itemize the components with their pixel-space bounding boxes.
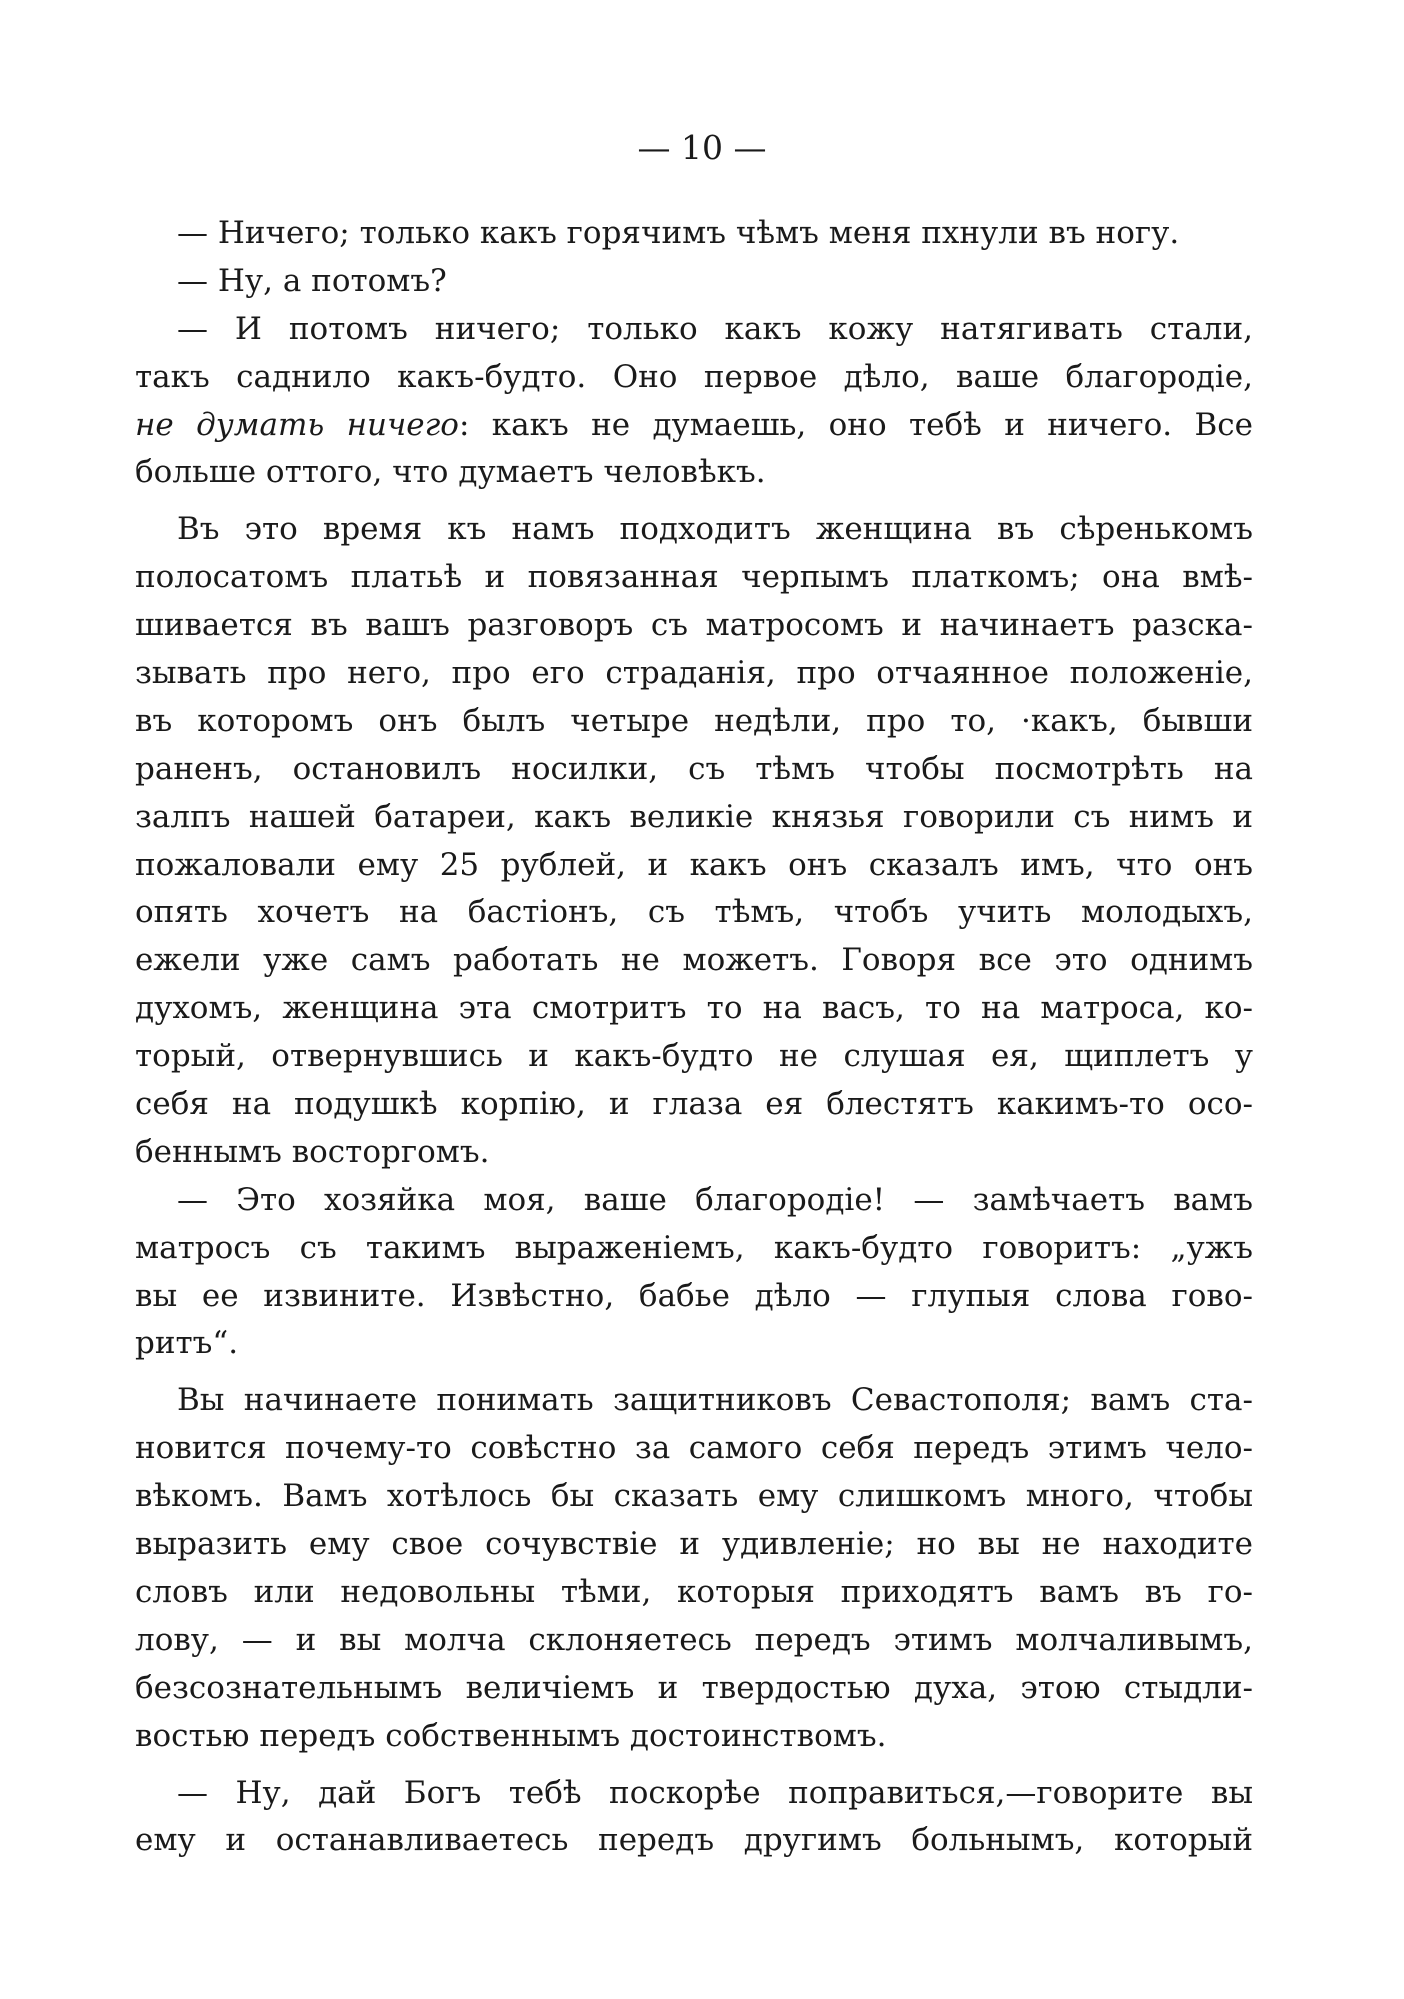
text-line: ежели уже самъ работать не можетъ. Говоря все это однимъ <box>135 942 1253 979</box>
text-line: духомъ, женщина эта смотритъ то на васъ, то на матроса, ко- <box>135 990 1253 1027</box>
italic-phrase: не думать ничего <box>135 406 459 443</box>
text-line: вы ее извините. Извѣстно, бабье дѣло — глупыя слова гово- <box>135 1277 1253 1314</box>
text-line: больше оттого, что думаетъ человѣкъ. <box>135 454 766 491</box>
text-line: новится почему-то совѣстно за самого себя передъ этимъ чело- <box>135 1430 1253 1467</box>
text-line: пожаловали ему 25 рублей, и какъ онъ сказалъ имъ, что онъ <box>135 846 1253 883</box>
text-line: — Это хозяйка моя, ваше благородіе! — замѣчаетъ вамъ <box>177 1181 1253 1218</box>
text-line: ему и останавливаетесь передъ другимъ больнымъ, который <box>135 1822 1253 1859</box>
text-line: зывать про него, про его страданія, про отчаянное положеніе, <box>135 655 1253 692</box>
text-line: — Ну, а потомъ? <box>177 262 447 299</box>
text-line: себя на подушкѣ корпію, и глаза ея блестятъ какимъ-то осо- <box>135 1086 1253 1123</box>
text-line: ритъ“. <box>135 1325 239 1362</box>
text-line: полосатомъ платьѣ и повязанная черпымъ платкомъ; она вмѣ- <box>135 559 1253 596</box>
text-line: — Ну, дай Богъ тебѣ поскорѣе поправиться,—говорите вы <box>177 1774 1253 1811</box>
text-line: матросъ съ такимъ выраженіемъ, какъ-будто говоритъ: „ужъ <box>135 1229 1253 1266</box>
text-line: безсознательнымъ величіемъ и твердостью духа, этою стыдли- <box>135 1669 1253 1706</box>
text-line: — И потомъ ничего; только какъ кожу натягивать стали, <box>177 310 1253 347</box>
text-line: залпъ нашей батареи, какъ великіе князья говорили съ нимъ и <box>135 798 1253 835</box>
text-line: — Ничего; только какъ горячимъ чѣмъ меня пхнули въ ногу. <box>177 215 1180 251</box>
text-line: выразить ему свое сочувствіе и удивленіе; но вы не находите <box>135 1526 1253 1563</box>
page-number: — 10 — <box>637 128 767 167</box>
text-line: Вы начинаете понимать защитниковъ Севастополя; вамъ ста- <box>177 1382 1253 1419</box>
text-line: Въ это время къ намъ подходитъ женщина въ сѣренькомъ <box>177 511 1253 548</box>
text-line: торый, отвернувшись и какъ-будто не слушая ея, щиплетъ у <box>135 1038 1253 1075</box>
text-line: востью передъ собственнымъ достоинствомъ. <box>135 1717 887 1754</box>
text-line: въ которомъ онъ былъ четыре недѣли, про то, ·какъ, бывши <box>135 702 1253 739</box>
text-line <box>135 402 1253 450</box>
text-line: лову, — и вы молча склоняетесь передъ этимъ молчаливымъ, <box>135 1621 1253 1658</box>
text-line: словъ или недовольны тѣми, которыя приходятъ вамъ въ го- <box>135 1573 1253 1610</box>
text-line: раненъ, остановилъ носилки, съ тѣмъ чтобы посмотрѣть на <box>135 750 1253 787</box>
body-text <box>135 210 1253 1865</box>
text-line: опять хочетъ на бастіонъ, съ тѣмъ, чтобъ учить молодыхъ, <box>135 894 1253 931</box>
text-line: вѣкомъ. Вамъ хотѣлось бы сказать ему слишкомъ много, чтобы <box>135 1478 1253 1515</box>
text-line: шивается въ вашъ разговоръ съ матросомъ и начинаетъ разска- <box>135 607 1253 644</box>
text-line: такъ саднило какъ-будто. Оно первое дѣло, ваше благородіе, <box>135 358 1253 395</box>
text-fragment: : какъ не думаешь, оно тебѣ и ничего. Все <box>458 406 1253 443</box>
text-line: беннымъ восторгомъ. <box>135 1133 490 1170</box>
